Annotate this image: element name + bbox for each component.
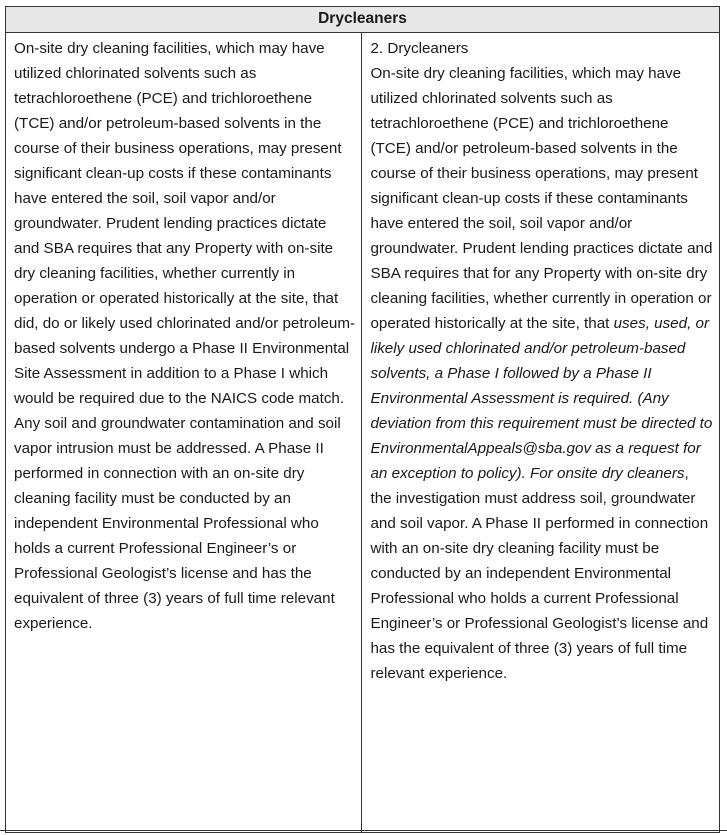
right-text-italic: uses, used, or likely used chlorinated and/or petroleum-based solvents, a Phase I followed by a Phase II Environmental Assessment is required. (Any deviation from this requirement must be directed to EnvironmentalAppeals@sba.gov as a request for an exception to policy). For onsite dry cleaners — [370, 315, 713, 482]
right-cell — [362, 33, 720, 833]
right-text-part-1: On-site dry cleaning facilities, which may have utilized chlorinated solvents such as tetrachloroethene (PCE) and trichloroethene (TCE) and/or petroleum-based solvents in the course of their business operations, may present significant clean-up costs if these contaminants have entered the soil, soil vapor and/or groundwater. Prudent lending practices dictate and SBA requires that for any Property with on-site dry cleaning facilities, whether currently in operation or operated historically at the site, that — [370, 65, 713, 332]
left-cell — [6, 33, 362, 833]
right-cell-heading: 2. Drycleaners — [370, 40, 469, 57]
left-cell-text: On-site dry cleaning facilities, which may have utilized chlorinated solvents such as tetrachloroethene (PCE) and trichloroethene (TCE) and/or petroleum-based solvents in the course of their business operations, may present significant clean-up costs if these contaminants have entered the soil, soil vapor and/or groundwater. Prudent lending practices dictate and SBA requires that any Property with on-site dry cleaning facilities, whether currently in operation or operated historically at the site, that did, do or likely used chlorinated and/or petroleum-based solvents undergo a Phase II Environmental Site Assessment in addition to a Phase I which would be required due to the NAICS code match. Any soil and groundwater contamination and soil vapor intrusion must be addressed. A Phase II performed in connection with an on-site dry cleaning facility must be conducted by an independent Environmental Professional who holds a current Professional Engineer’s or Professional Geologist’s license and has the equivalent of three (3) years of full time relevant experience. — [14, 40, 356, 632]
right-cell-text — [370, 61, 713, 686]
table-title: Drycleaners — [6, 7, 720, 33]
table-header-row — [6, 7, 720, 33]
table-row — [6, 33, 720, 833]
right-text-part-2: , the investigation must address soil, groundwater and soil vapor. A Phase II performed in connection with an on-site dry cleaning facility must be conducted by an independent Environmental Professional who holds a current Professional Engineer’s or Professional Geologist’s license and has the equivalent of three (3) years of full time relevant experience. — [370, 465, 709, 682]
comparison-table — [5, 6, 720, 833]
table-bottom-border — [0, 830, 727, 831]
